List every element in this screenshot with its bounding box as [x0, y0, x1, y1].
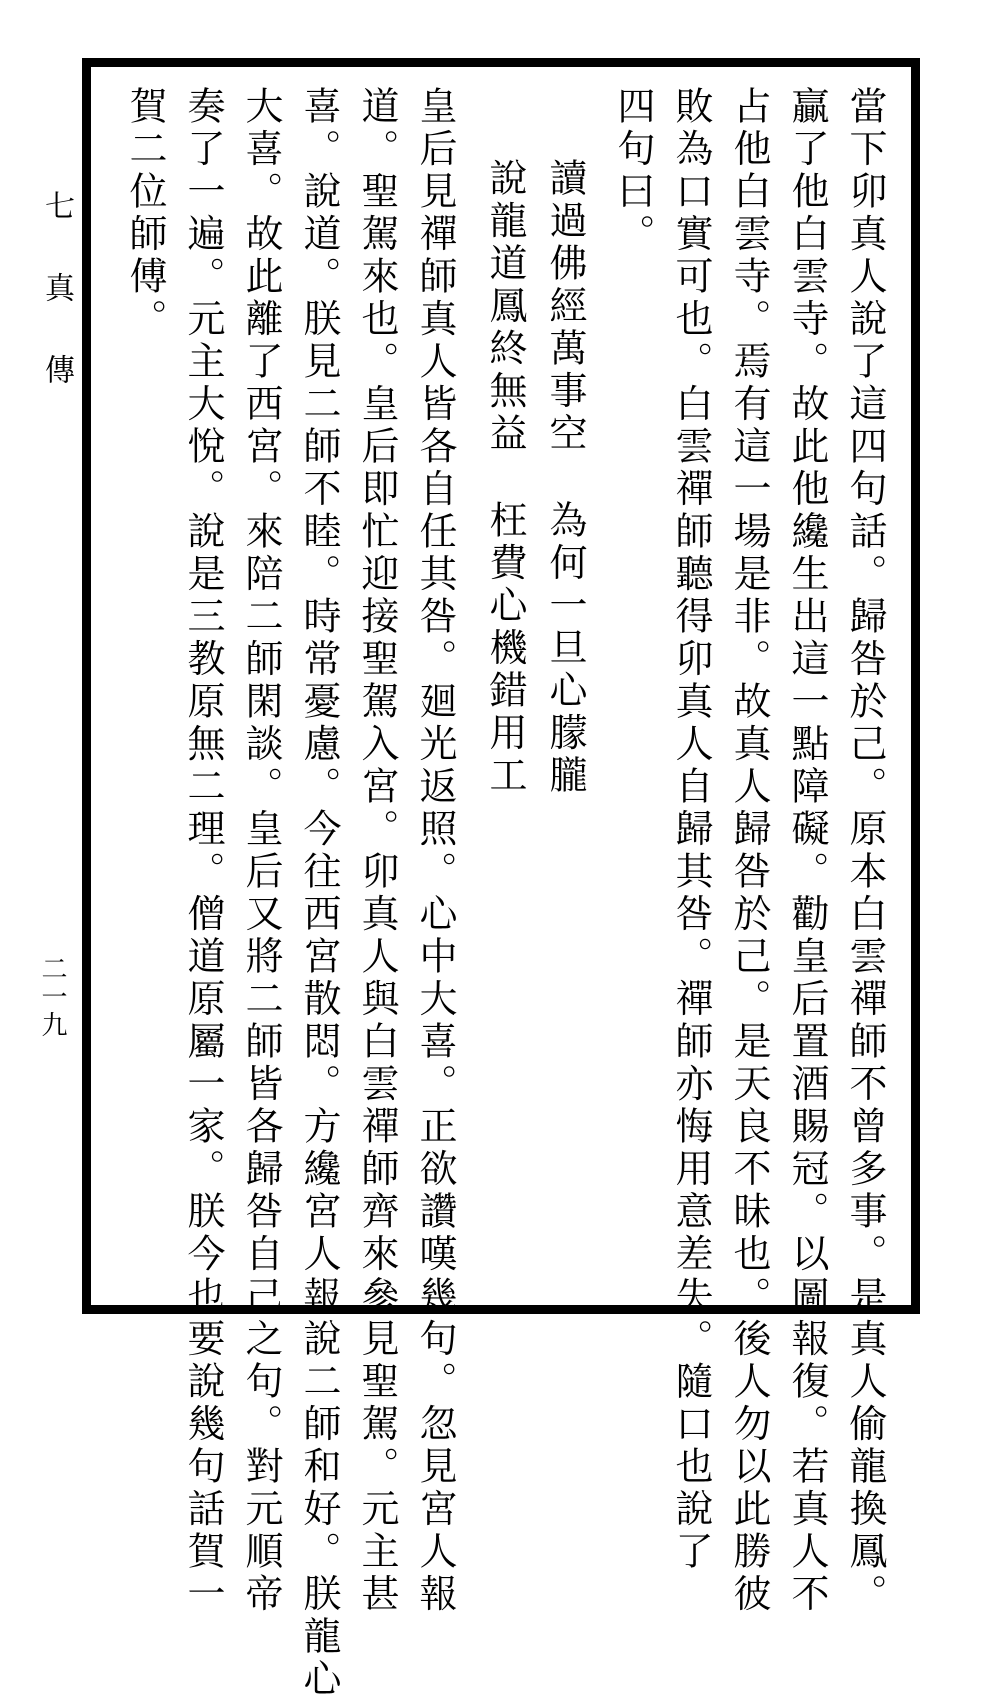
- book-title: 七真傳: [39, 190, 74, 436]
- verse-line-1a: 讀過佛經萬事空: [543, 158, 587, 456]
- text-column-5: 四句曰。: [611, 86, 655, 256]
- text-column-7: 道。聖駕來也。皇后即忙迎接聖駕入宮。卯真人與白雲禪師齊來參見聖駕。元主甚: [355, 86, 399, 1616]
- verse-line-2b: 枉費心機錯用工: [483, 500, 527, 798]
- text-column-11: 賀二位師傅。: [123, 86, 167, 341]
- text-column-2: 贏了他白雲寺。故此他纔生出這一點障礙。勸皇后置酒賜冠。以圖報復。若真人不: [785, 86, 829, 1616]
- verse-line-1b: 為何一旦心朦朧: [543, 500, 587, 798]
- text-column-4: 敗為口實可也。白雲禪師聽得卯真人自歸其咎。禪師亦悔用意差失。隨口也說了: [669, 86, 713, 1574]
- text-column-10: 奏了一遍。元主大悅。說是三教原無二理。僧道原屬一家。朕今也要說幾句話賀一: [181, 86, 225, 1616]
- verse-line-2a: 說龍道鳳終無益: [483, 158, 527, 456]
- text-column-9: 大喜。故此離了西宮。來陪二師閑談。皇后又將二師皆各歸咎自己之句。對元順帝: [239, 86, 283, 1616]
- page-number: 二一九: [37, 955, 67, 1039]
- text-column-1: 當下卯真人說了這四句話。歸咎於己。原本白雲禪師不曾多事。是真人偷龍換鳳。: [843, 86, 887, 1616]
- text-column-6: 皇后見禪師真人皆各自任其咎。廻光返照。心中大喜。正欲讚嘆幾句。忽見宮人報: [413, 86, 457, 1616]
- text-column-3: 占他白雲寺。焉有這一場是非。故真人歸咎於己。是天良不昧也。後人勿以此勝彼: [727, 86, 771, 1616]
- text-column-8: 喜。說道。朕見二師不睦。時常憂慮。今往西宮散悶。方纔宮人報說二師和好。朕龍心: [297, 86, 341, 1701]
